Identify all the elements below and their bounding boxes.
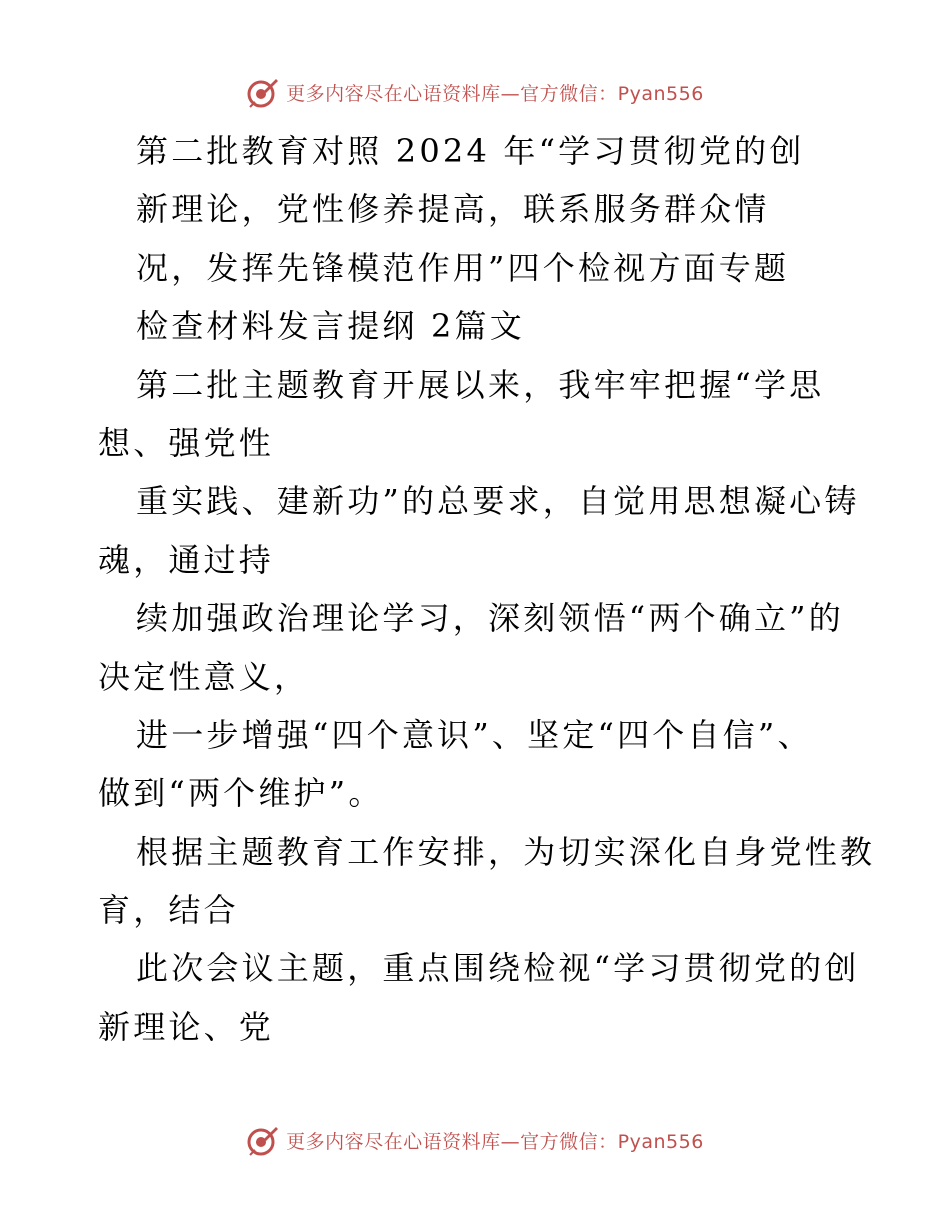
paragraph-line: 魂，通过持 [98, 540, 275, 579]
paragraph-line: 决定性意义， [98, 657, 310, 696]
paragraph-line: 进一步增强“四个意识”、坚定“四个自信”、 [136, 715, 813, 754]
paragraph-line: 续加强政治理论学习，深刻领悟“两个确立”的 [136, 599, 844, 638]
footer-watermark [0, 1120, 950, 1160]
pen-logo-icon [246, 75, 280, 109]
paragraph-line: 想、强党性 [98, 423, 275, 462]
title-line: 新理论，党性修养提高，联系服务群众情 [136, 190, 770, 229]
paragraph-line: 第二批主题教育开展以来，我牢牢把握“学思 [136, 365, 825, 404]
pen-logo-icon [246, 1123, 280, 1157]
title-line: 检查材料发言提纲 2篇文 [136, 307, 525, 346]
paragraph-line: 做到“两个维护”。 [98, 774, 384, 813]
title-line: 第二批教育对照 2024 年“学习贯彻党的创 [136, 132, 805, 170]
paragraph-line: 根据主题教育工作安排，为切实深化自身党性教 [136, 832, 876, 871]
document-title [98, 122, 858, 356]
document-body [98, 122, 876, 1056]
watermark-text: 更多内容尽在心语资料库—官方微信：Pyan556 [286, 1130, 704, 1153]
paragraph-line: 重实践、建新功”的总要求，自觉用思想凝心铸 [136, 482, 860, 521]
paragraph-line: 育，结合 [98, 891, 239, 930]
document-paragraphs [98, 356, 876, 1057]
paragraph-line: 新理论、党 [98, 1007, 275, 1046]
paragraph-line: 此次会议主题，重点围绕检视“学习贯彻党的创 [136, 949, 860, 988]
title-line: 况，发挥先锋模范作用”四个检视方面专题 [136, 248, 790, 287]
watermark-text: 更多内容尽在心语资料库—官方微信：Pyan556 [286, 82, 704, 105]
header-watermark [0, 72, 950, 112]
